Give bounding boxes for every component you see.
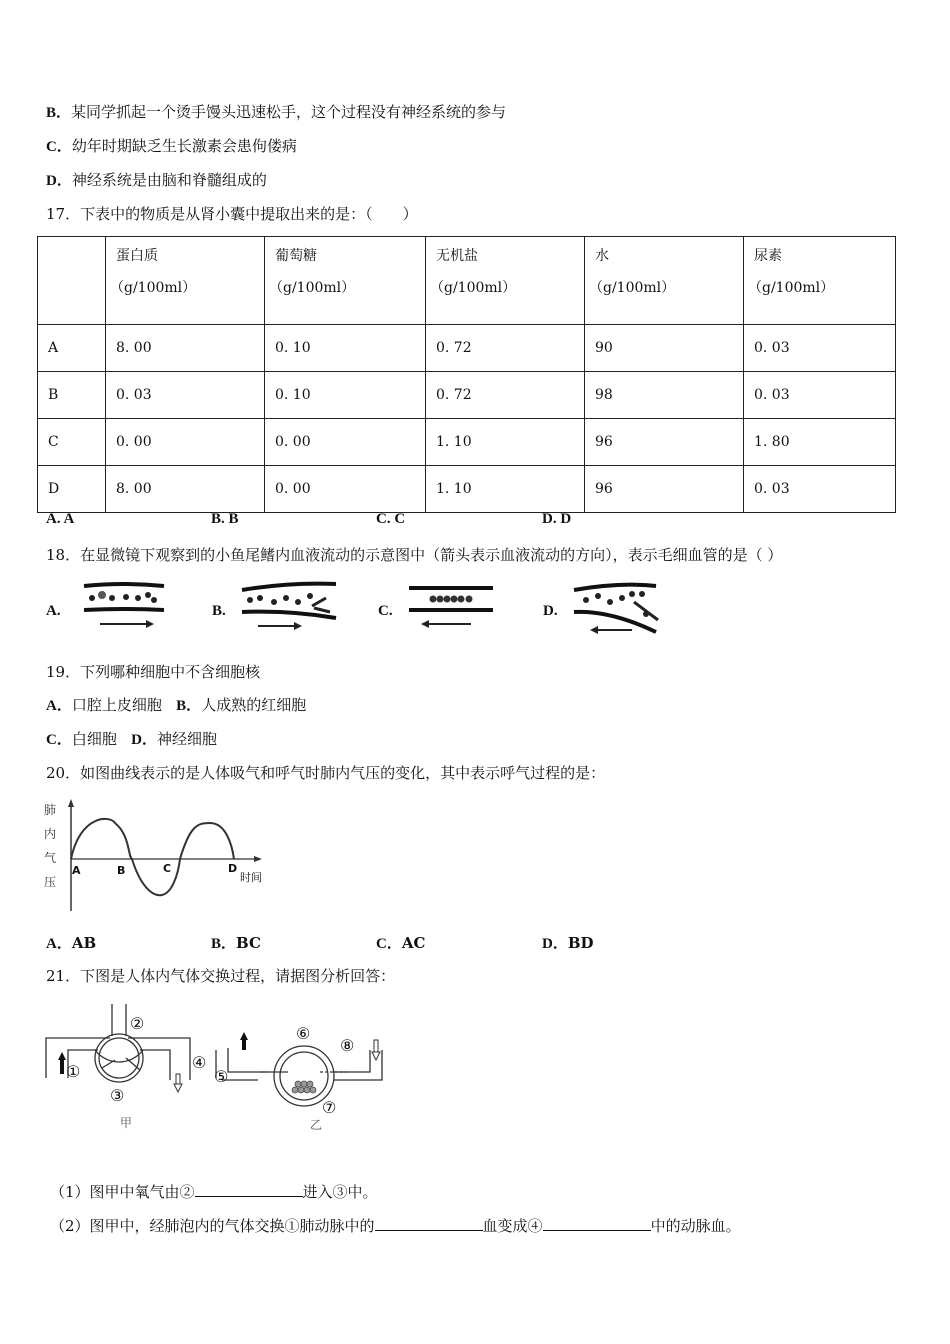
header-name: 蛋白质 xyxy=(116,248,158,264)
option-letter: C． xyxy=(46,732,72,748)
table-cell: 0. 03 xyxy=(106,372,265,419)
table-cell: 0. 00 xyxy=(106,419,265,466)
q16-option-b xyxy=(46,102,506,123)
gas-exchange-figure xyxy=(40,998,400,1138)
table-cell: 8. 00 xyxy=(106,466,265,513)
table-cell: 0. 00 xyxy=(265,419,426,466)
option-text: 神经细胞 xyxy=(157,730,218,748)
point-label-d: D xyxy=(228,862,238,875)
table-cell: 0. 10 xyxy=(265,325,426,372)
table-cell: 0. 72 xyxy=(426,325,585,372)
sub2-suffix: 中的动脉血。 xyxy=(650,1217,741,1235)
label-7: ⑦ xyxy=(322,1098,337,1117)
table-cell: 96 xyxy=(585,466,744,513)
q21-sub1 xyxy=(50,1182,378,1202)
label-6: ⑥ xyxy=(296,1024,311,1043)
x-axis-label: 时间 xyxy=(240,871,262,884)
y-label-char: 肺 xyxy=(44,803,57,817)
option-text: BD xyxy=(567,934,594,952)
q20-stem: 20．如图曲线表示的是人体吸气和呼气时肺内气压的变化，其中表示呼气过程的是： xyxy=(46,764,606,782)
table-cell: 0. 10 xyxy=(265,372,426,419)
label-1: ① xyxy=(66,1062,81,1081)
sub2-middle: 血变成④ xyxy=(482,1217,543,1235)
label-3: ③ xyxy=(110,1086,125,1105)
header-cell xyxy=(106,237,265,325)
point-label-c: C xyxy=(163,862,172,875)
vessel-diagram-d xyxy=(570,580,665,638)
label-8: ⑧ xyxy=(340,1036,355,1055)
q19-stem: 19．下列哪种细胞中不含细胞核 xyxy=(46,663,261,681)
label-4: ④ xyxy=(192,1053,207,1072)
option-letter: D． xyxy=(542,936,568,952)
q16-option-d xyxy=(46,170,267,191)
header-unit: （g/100ml） xyxy=(430,280,517,296)
choice-c: C. C xyxy=(376,511,406,527)
table-cell: 0. 03 xyxy=(744,466,896,513)
q16-option-c xyxy=(46,136,297,157)
header-cell-empty xyxy=(38,237,106,325)
caption-yi: 乙 xyxy=(310,1118,323,1132)
q18-label-d: D. xyxy=(543,603,558,619)
table-cell: 1. 10 xyxy=(426,466,585,513)
q17-stem: 17．下表中的物质是从肾小囊中提取出来的是：（ ） xyxy=(46,205,418,223)
table-cell: 0. 03 xyxy=(744,372,896,419)
option-text: BC xyxy=(236,934,261,952)
option-text: 人成熟的红细胞 xyxy=(201,696,307,714)
header-name: 葡萄糖 xyxy=(275,248,317,264)
answer-blank-3[interactable] xyxy=(543,1216,651,1231)
header-cell xyxy=(426,237,585,325)
table-cell: 0. 03 xyxy=(744,325,896,372)
y-label-char: 压 xyxy=(44,875,57,889)
vessel-diagram-b xyxy=(240,580,340,632)
table-row xyxy=(38,466,896,513)
table-cell: 1. 10 xyxy=(426,419,585,466)
pressure-curve-figure xyxy=(40,795,280,915)
choice-d xyxy=(542,932,594,953)
point-label-a: A xyxy=(72,864,81,877)
table-cell: 1. 80 xyxy=(744,419,896,466)
table-row xyxy=(38,325,896,372)
header-unit: （g/100ml） xyxy=(589,280,676,296)
vessel-diagram-c xyxy=(405,580,497,632)
option-letter: C． xyxy=(46,139,72,155)
label-2: ② xyxy=(130,1014,145,1033)
table-cell: 0. 00 xyxy=(265,466,426,513)
header-name: 尿素 xyxy=(754,248,782,264)
caption-jia: 甲 xyxy=(120,1116,133,1130)
table-cell: A xyxy=(38,325,106,372)
table-cell: 0. 72 xyxy=(426,372,585,419)
table-cell: 96 xyxy=(585,419,744,466)
option-letter: D． xyxy=(46,173,72,189)
y-label-char: 气 xyxy=(44,851,57,865)
header-unit: （g/100ml） xyxy=(748,280,835,296)
answer-blank-1[interactable] xyxy=(195,1182,303,1197)
header-name: 水 xyxy=(595,248,609,264)
option-letter: B． xyxy=(46,105,72,121)
choice-d: D. D xyxy=(542,511,572,527)
q19-options-line1 xyxy=(46,695,306,716)
table-cell: 98 xyxy=(585,372,744,419)
choice-b: B. B xyxy=(211,511,239,527)
q19-options-line2 xyxy=(46,729,217,750)
q18-stem: 18．在显微镜下观察到的小鱼尾鳍内血液流动的示意图中（箭头表示血液流动的方向），表示毛细血管的是（ ） xyxy=(46,546,783,564)
choice-a xyxy=(46,932,96,953)
option-letter: C． xyxy=(376,936,402,952)
sub1-suffix: 进入③中。 xyxy=(302,1183,378,1201)
header-cell xyxy=(744,237,896,325)
option-letter: A． xyxy=(46,698,72,714)
header-name: 无机盐 xyxy=(436,248,478,264)
header-cell xyxy=(585,237,744,325)
sub1-prefix: （1）图甲中氧气由② xyxy=(50,1183,195,1201)
q21-sub2 xyxy=(50,1216,741,1236)
q18-label-b: B. xyxy=(212,603,226,619)
sub2-prefix: （2）图甲中，经肺泡内的气体交换①肺动脉中的 xyxy=(50,1217,375,1235)
table-row xyxy=(38,372,896,419)
table-cell: C xyxy=(38,419,106,466)
option-letter: D． xyxy=(131,732,158,748)
option-letter: B． xyxy=(176,698,202,714)
pressure-curve-plot xyxy=(40,795,280,915)
header-cell xyxy=(265,237,426,325)
option-letter: A． xyxy=(46,936,72,952)
y-label-char: 内 xyxy=(44,827,57,841)
choice-a: A. A xyxy=(46,511,75,527)
table-cell: D xyxy=(38,466,106,513)
option-text: AB xyxy=(71,934,97,952)
answer-blank-2[interactable] xyxy=(375,1216,483,1231)
option-text: 白细胞 xyxy=(71,730,117,748)
header-unit: （g/100ml） xyxy=(269,280,356,296)
option-text: 神经系统是由脑和脊髓组成的 xyxy=(71,171,267,189)
table-row xyxy=(38,419,896,466)
table-cell: 8. 00 xyxy=(106,325,265,372)
label-5: ⑤ xyxy=(214,1067,229,1086)
q18-label-c: C. xyxy=(378,603,393,619)
table-cell: 90 xyxy=(585,325,744,372)
q17-table xyxy=(37,236,896,513)
choice-c xyxy=(376,932,425,953)
option-text: 幼年时期缺乏生长激素会患佝偻病 xyxy=(71,137,297,155)
option-letter: B． xyxy=(211,936,237,952)
table-cell: B xyxy=(38,372,106,419)
choice-b xyxy=(211,932,261,953)
option-text: 某同学抓起一个烫手馒头迅速松手，这个过程没有神经系统的参与 xyxy=(71,103,507,121)
option-text: AC xyxy=(401,934,426,952)
header-unit: （g/100ml） xyxy=(110,280,197,296)
q21-stem: 21．下图是人体内气体交换过程，请据图分析回答： xyxy=(46,967,396,985)
q18-label-a: A. xyxy=(46,603,61,619)
point-label-b: B xyxy=(117,864,126,877)
vessel-diagram-a xyxy=(78,580,170,632)
table-header-row xyxy=(38,237,896,325)
option-text: 口腔上皮细胞 xyxy=(71,696,162,714)
